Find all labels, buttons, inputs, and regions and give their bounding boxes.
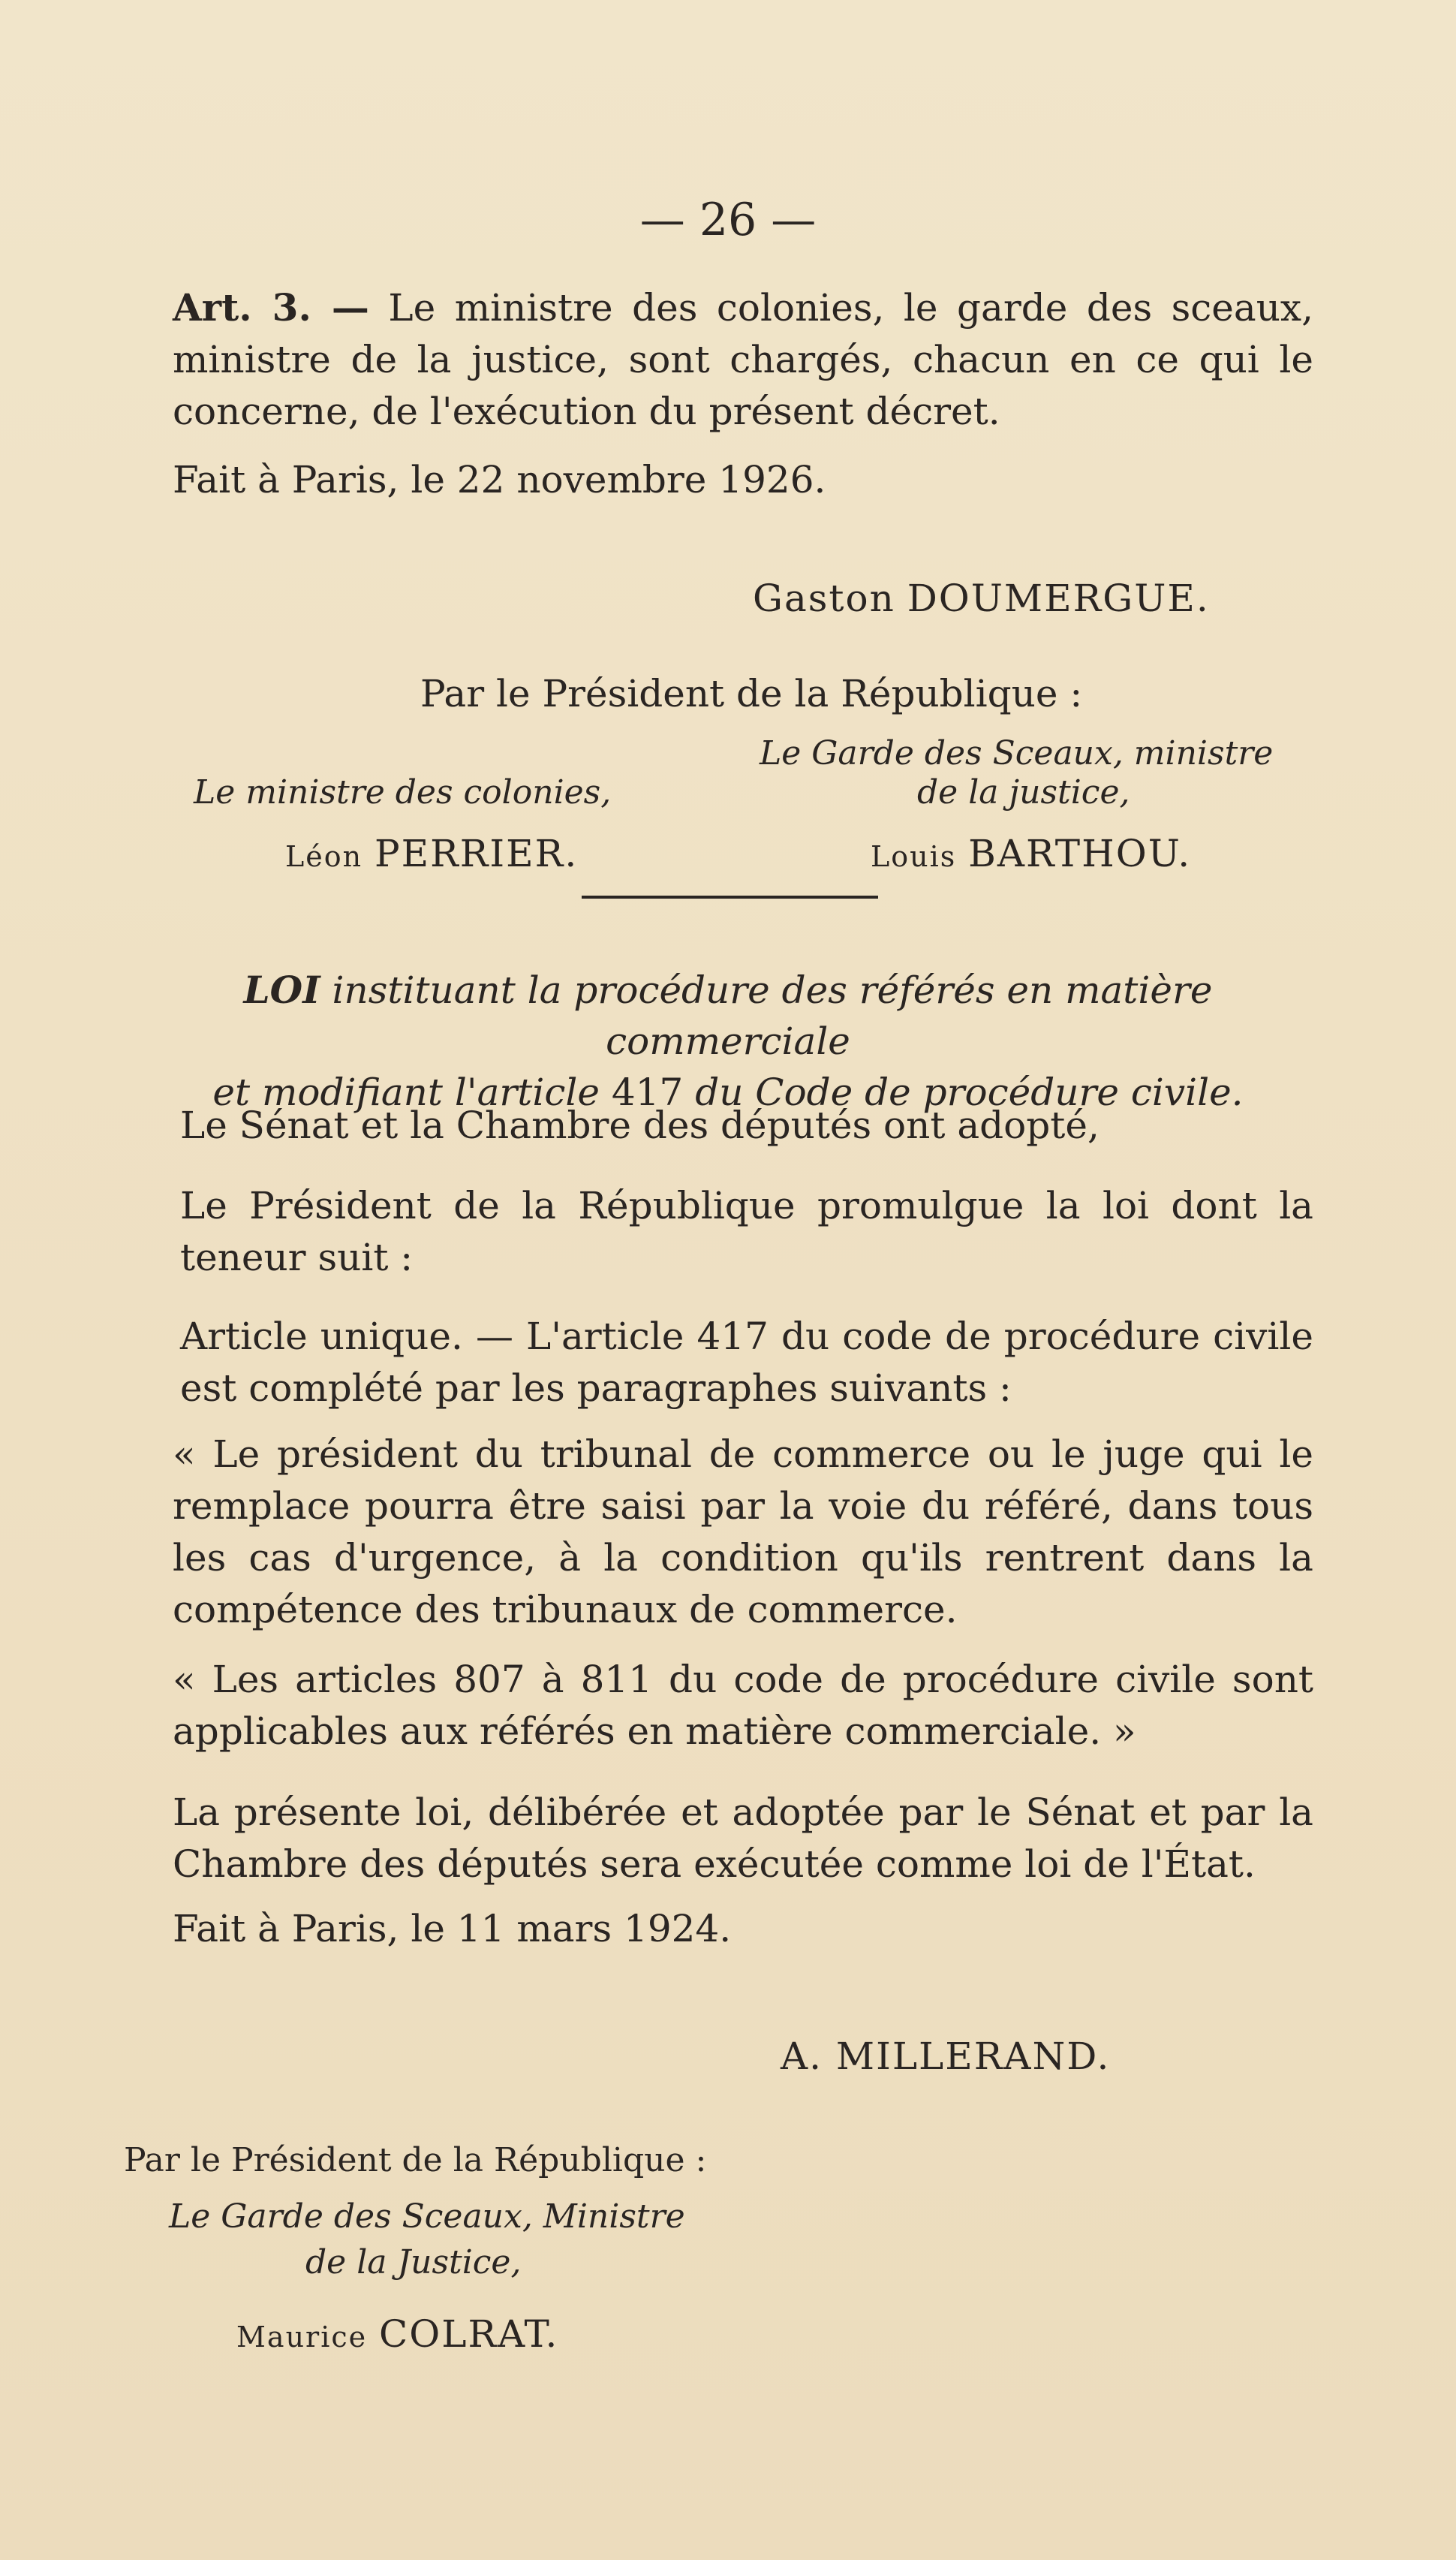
left-minister-title: Le ministre des colonies,: [194, 773, 612, 812]
law-minister-last: COLRAT.: [379, 2312, 559, 2356]
article-unique-text: L'article 417 du code de procédure civile est complété par les paragraphes suivants :: [180, 1315, 1313, 1410]
right-minister-title-2: de la justice,: [917, 773, 1130, 812]
law-minister-title-1: Le Garde des Sceaux, Ministre: [169, 2197, 685, 2236]
law-title: [131, 965, 1325, 1118]
article-3-paragraph: [173, 282, 1313, 438]
decree-signature-first: Gaston: [753, 577, 895, 620]
right-minister-last: BARTHOU.: [968, 832, 1192, 875]
left-minister-last: PERRIER.: [374, 832, 579, 875]
law-paragraph-1: Le Sénat et la Chambre des députés ont adopté,: [180, 1104, 1100, 1147]
law-date: Fait à Paris, le 11 mars 1924.: [173, 1907, 732, 1950]
section-divider: [582, 896, 878, 899]
law-minister-title-2: de la Justice,: [305, 2243, 522, 2281]
law-title-line2-a: et modifiant l'article: [212, 1071, 612, 1114]
decree-date: Fait à Paris, le 22 novembre 1926.: [173, 458, 826, 501]
page-number: — 26 —: [639, 194, 817, 246]
article-3-text: Le ministre des colonies, le garde des sceaux, ministre de la justice, sont chargés, chacun en ce qui le concerne, de l'exécution du présent décret.: [173, 286, 1313, 433]
law-minister-name: [236, 2312, 558, 2356]
article-unique-paragraph: [173, 1311, 1313, 1414]
law-title-line2-b: du Code de procédure civile.: [683, 1071, 1244, 1114]
law-signature: A. MILLERAND.: [781, 2034, 1111, 2078]
left-minister-name: [285, 832, 578, 875]
law-paragraph-5: « Les articles 807 à 811 du code de procédure civile sont applicables aux référés en matière commerciale. »: [173, 1658, 1313, 1753]
law-title-line1: instituant la procédure des référés en matière commerciale: [320, 968, 1213, 1063]
article-unique-label: Article unique. —: [180, 1315, 513, 1358]
law-minister-first: Maurice: [236, 2321, 368, 2354]
law-paragraph-2: Le Président de la République promulgue la loi dont la teneur suit :: [180, 1184, 1313, 1279]
right-minister-first: Louis: [871, 840, 957, 873]
decree-signature: [753, 577, 1210, 620]
article-3-label: Art. 3. —: [173, 285, 369, 330]
decree-par-line: Par le Président de la République :: [420, 672, 1083, 715]
law-par-line: Par le Président de la République :: [124, 2141, 707, 2179]
law-title-article-number: 417: [611, 1071, 684, 1114]
right-minister-name: [871, 832, 1191, 875]
law-paragraph-6: La présente loi, délibérée et adoptée par le Sénat et par la Chambre des députés sera exécutée comme loi de l'État.: [173, 1790, 1313, 1886]
right-minister-title-1: Le Garde des Sceaux, ministre: [760, 734, 1274, 773]
left-minister-first: Léon: [285, 840, 363, 873]
law-paragraph-4: « Le président du tribunal de commerce ou le juge qui le remplace pourra être saisi par la voie du référé, dans tous les cas d'urgence, à la condition qu'ils rentrent dans la compétence des tribunaux de commerce.: [173, 1432, 1313, 1631]
law-title-loi: LOI: [243, 968, 320, 1012]
decree-signature-last: DOUMERGUE.: [907, 577, 1210, 620]
